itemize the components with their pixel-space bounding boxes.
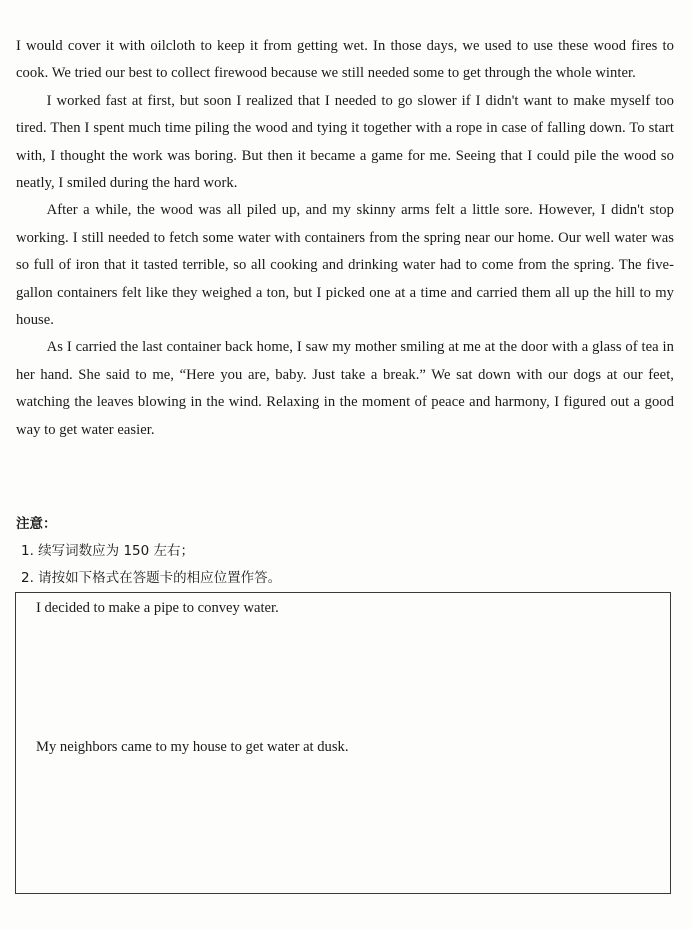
instruction-word-count: 1. 续写词数应为 150 左右； bbox=[21, 543, 195, 559]
instruction-format: 2. 请按如下格式在答题卡的相应位置作答。 bbox=[21, 570, 282, 586]
paragraph-1: I would cover it with oilcloth to keep it from getting wet. In those days, we used to use these wood fires to cook. We tried our best to collect firewood because we still needed some to get through the whole winter. bbox=[16, 38, 674, 82]
instructions-title: 注意： bbox=[16, 516, 57, 532]
continuation-prompt-2: My neighbors came to my house to get water at dusk. bbox=[36, 739, 349, 755]
instructions bbox=[16, 511, 674, 592]
story-passage bbox=[16, 33, 674, 444]
paragraph-2: I worked fast at first, but soon I realized that I needed to go slower if I didn't want to make myself too tired. Then I spent much time piling the wood and tying it together with a rope in case of falling down. To start with, I thought the work was boring. But then it became a game for me. Seeing that I could pile the wood so neatly, I smiled during the hard work. bbox=[16, 92, 674, 192]
continuation-prompt-1: I decided to make a pipe to convey water. bbox=[36, 600, 279, 616]
paragraph-4: As I carried the last container back home, I saw my mother smiling at me at the door with a glass of tea in her hand. She said to me, “Here you are, baby. Just take a break.” We sat down with our dogs at our feet, watching the leaves blowing in the wind. Relaxing in the moment of peace and harmony, I figured out a good way to get water easier. bbox=[16, 339, 674, 438]
paragraph-3: After a while, the wood was all piled up, and my skinny arms felt a little sore. However, I didn't stop working. I still needed to fetch some water with containers from the spring near our home. Our well water was so full of iron that it tasted terrible, so all cooking and drinking water had to come from the spring. The five-gallon containers felt like they weighed a ton, but I picked one at a time and carried them all up the hill to my house. bbox=[16, 202, 674, 329]
